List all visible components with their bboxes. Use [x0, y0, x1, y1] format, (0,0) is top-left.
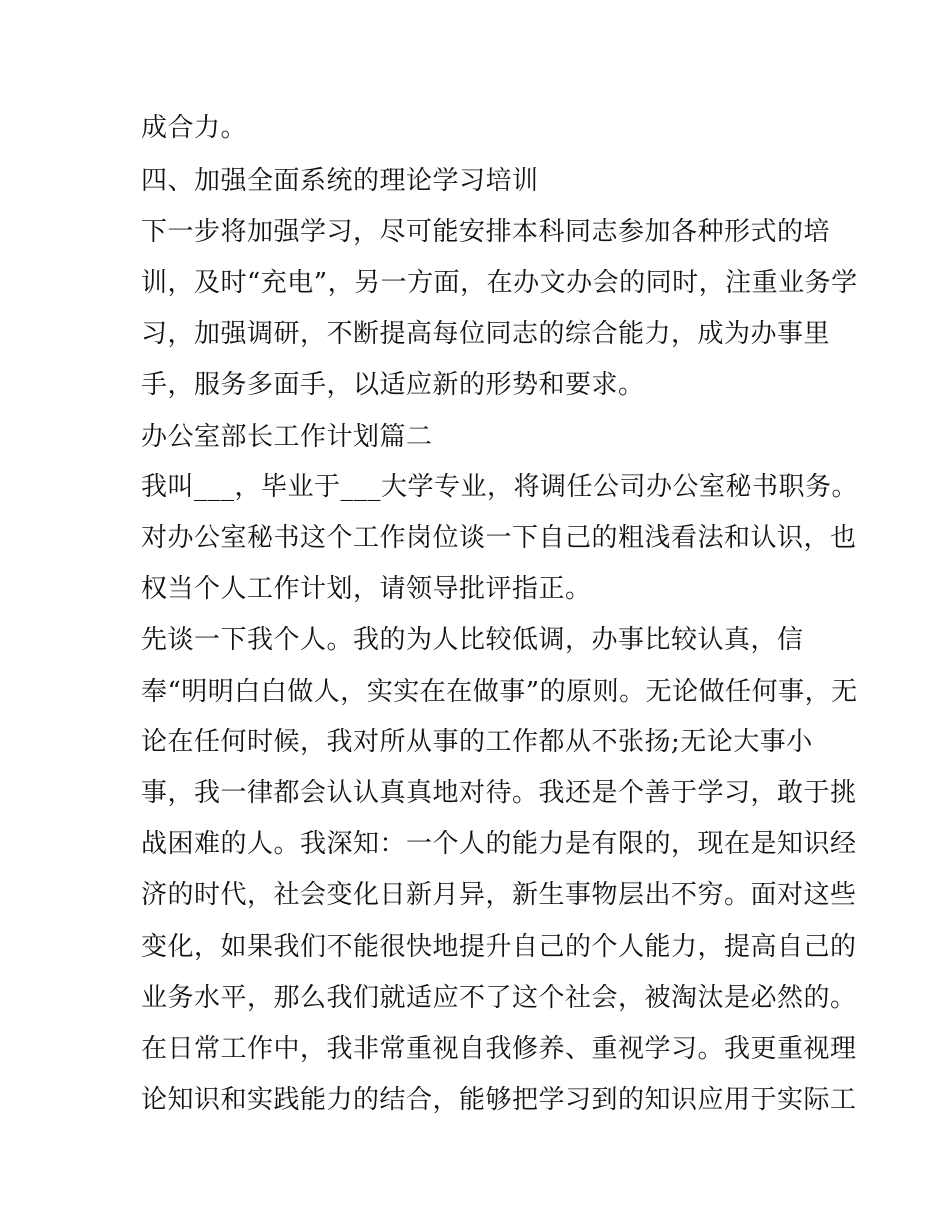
text-line: 习，加强调研，不断提高每位同志的综合能力，成为办事里 [141, 319, 831, 349]
text-line: 成合力。 [141, 113, 248, 143]
text-line: 权当个人工作计划，请领导批评指正。 [141, 574, 592, 604]
text-line: 奉“明明白白做人，实实在在做事”的原则。无论做任何事，无 [141, 677, 858, 707]
text-line: 济的时代，社会变化日新月异，新生事物层出不穷。面对这些 [141, 880, 857, 910]
text-line: 训，及时“充电”，另一方面，在办文办会的同时，注重业务学 [141, 268, 858, 298]
text-line: 对办公室秘书这个工作岗位谈一下自己的粗浅看法和认识，也 [141, 523, 857, 553]
text-line: 手，服务多面手，以适应新的形势和要求。 [141, 370, 645, 400]
text-line: 事，我一律都会认认真真地对待。我还是个善于学习，敢于挑 [141, 778, 857, 808]
text-line: 论知识和实践能力的结合，能够把学习到的知识应用于实际工 [141, 1085, 857, 1115]
section-heading: 办公室部长工作计划篇二 [141, 422, 433, 452]
text-line: 先谈一下我个人。我的为人比较低调，办事比较认真，信 [141, 625, 804, 655]
text-line: 我叫___，毕业于___大学专业，将调任公司办公室秘书职务。 [141, 472, 859, 502]
text-line: 变化，如果我们不能很快地提升自己的个人能力，提高自己的 [141, 932, 857, 962]
text-line: 战困难的人。我深知：一个人的能力是有限的，现在是知识经 [141, 829, 857, 859]
section-heading: 四、加强全面系统的理论学习培训 [141, 166, 539, 196]
text-line: 论在任何时候，我对所从事的工作都从不张扬;无论大事小 [141, 727, 813, 757]
text-line: 在日常工作中，我非常重视自我修养、重视学习。我更重视理 [141, 1034, 857, 1064]
text-line: 业务水平，那么我们就适应不了这个社会，被淘汰是必然的。 [141, 983, 857, 1013]
text-line: 下一步将加强学习，尽可能安排本科同志参加各种形式的培 [141, 217, 831, 247]
